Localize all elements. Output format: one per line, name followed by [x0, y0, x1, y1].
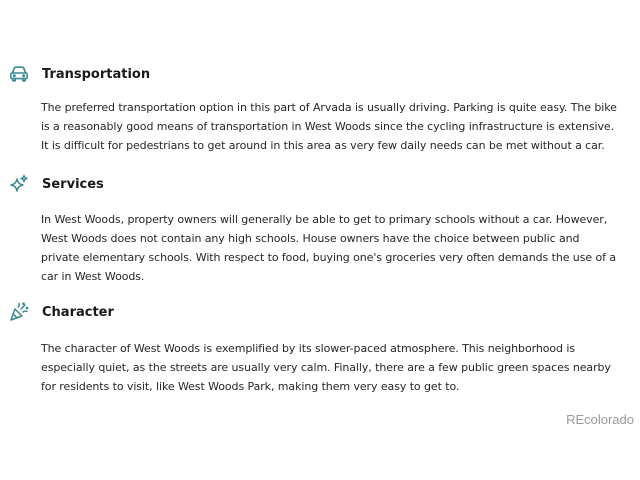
section-title: Character [42, 304, 114, 320]
party-popper-icon [8, 301, 30, 323]
watermark: REcolorado [566, 412, 634, 427]
section-heading [8, 173, 620, 195]
section-title: Services [42, 176, 104, 192]
section-services [8, 173, 620, 286]
section-text: In West Woods, property owners will generally be able to get to primary schools without a car. However, West Woods does not contain any high schools. House owners have the choice between public and private elementary schools. With respect to food, buying one's groceries very often demands the use of a car in West Woods. [41, 213, 616, 283]
section-transportation [8, 63, 620, 155]
section-heading [8, 63, 620, 85]
section-heading [8, 301, 620, 323]
car-icon [8, 63, 30, 85]
sparkles-icon [8, 173, 30, 195]
section-title: Transportation [42, 66, 151, 82]
section-character [8, 301, 620, 396]
section-text: The character of West Woods is exemplified by its slower-paced atmosphere. This neighborhood is especially quiet, as the streets are usually very calm. Finally, there are a few public green spaces nearby for residents to visit, like West Woods Park, making them very easy to get to. [41, 342, 611, 393]
section-text: The preferred transportation option in this part of Arvada is usually driving. Parking is quite easy. The bike is a reasonably good means of transportation in West Woods since the cycling infrastructure is extensive. It is difficult for pedestrians to get around in this area as very few daily needs can be met without a car. [41, 101, 617, 152]
